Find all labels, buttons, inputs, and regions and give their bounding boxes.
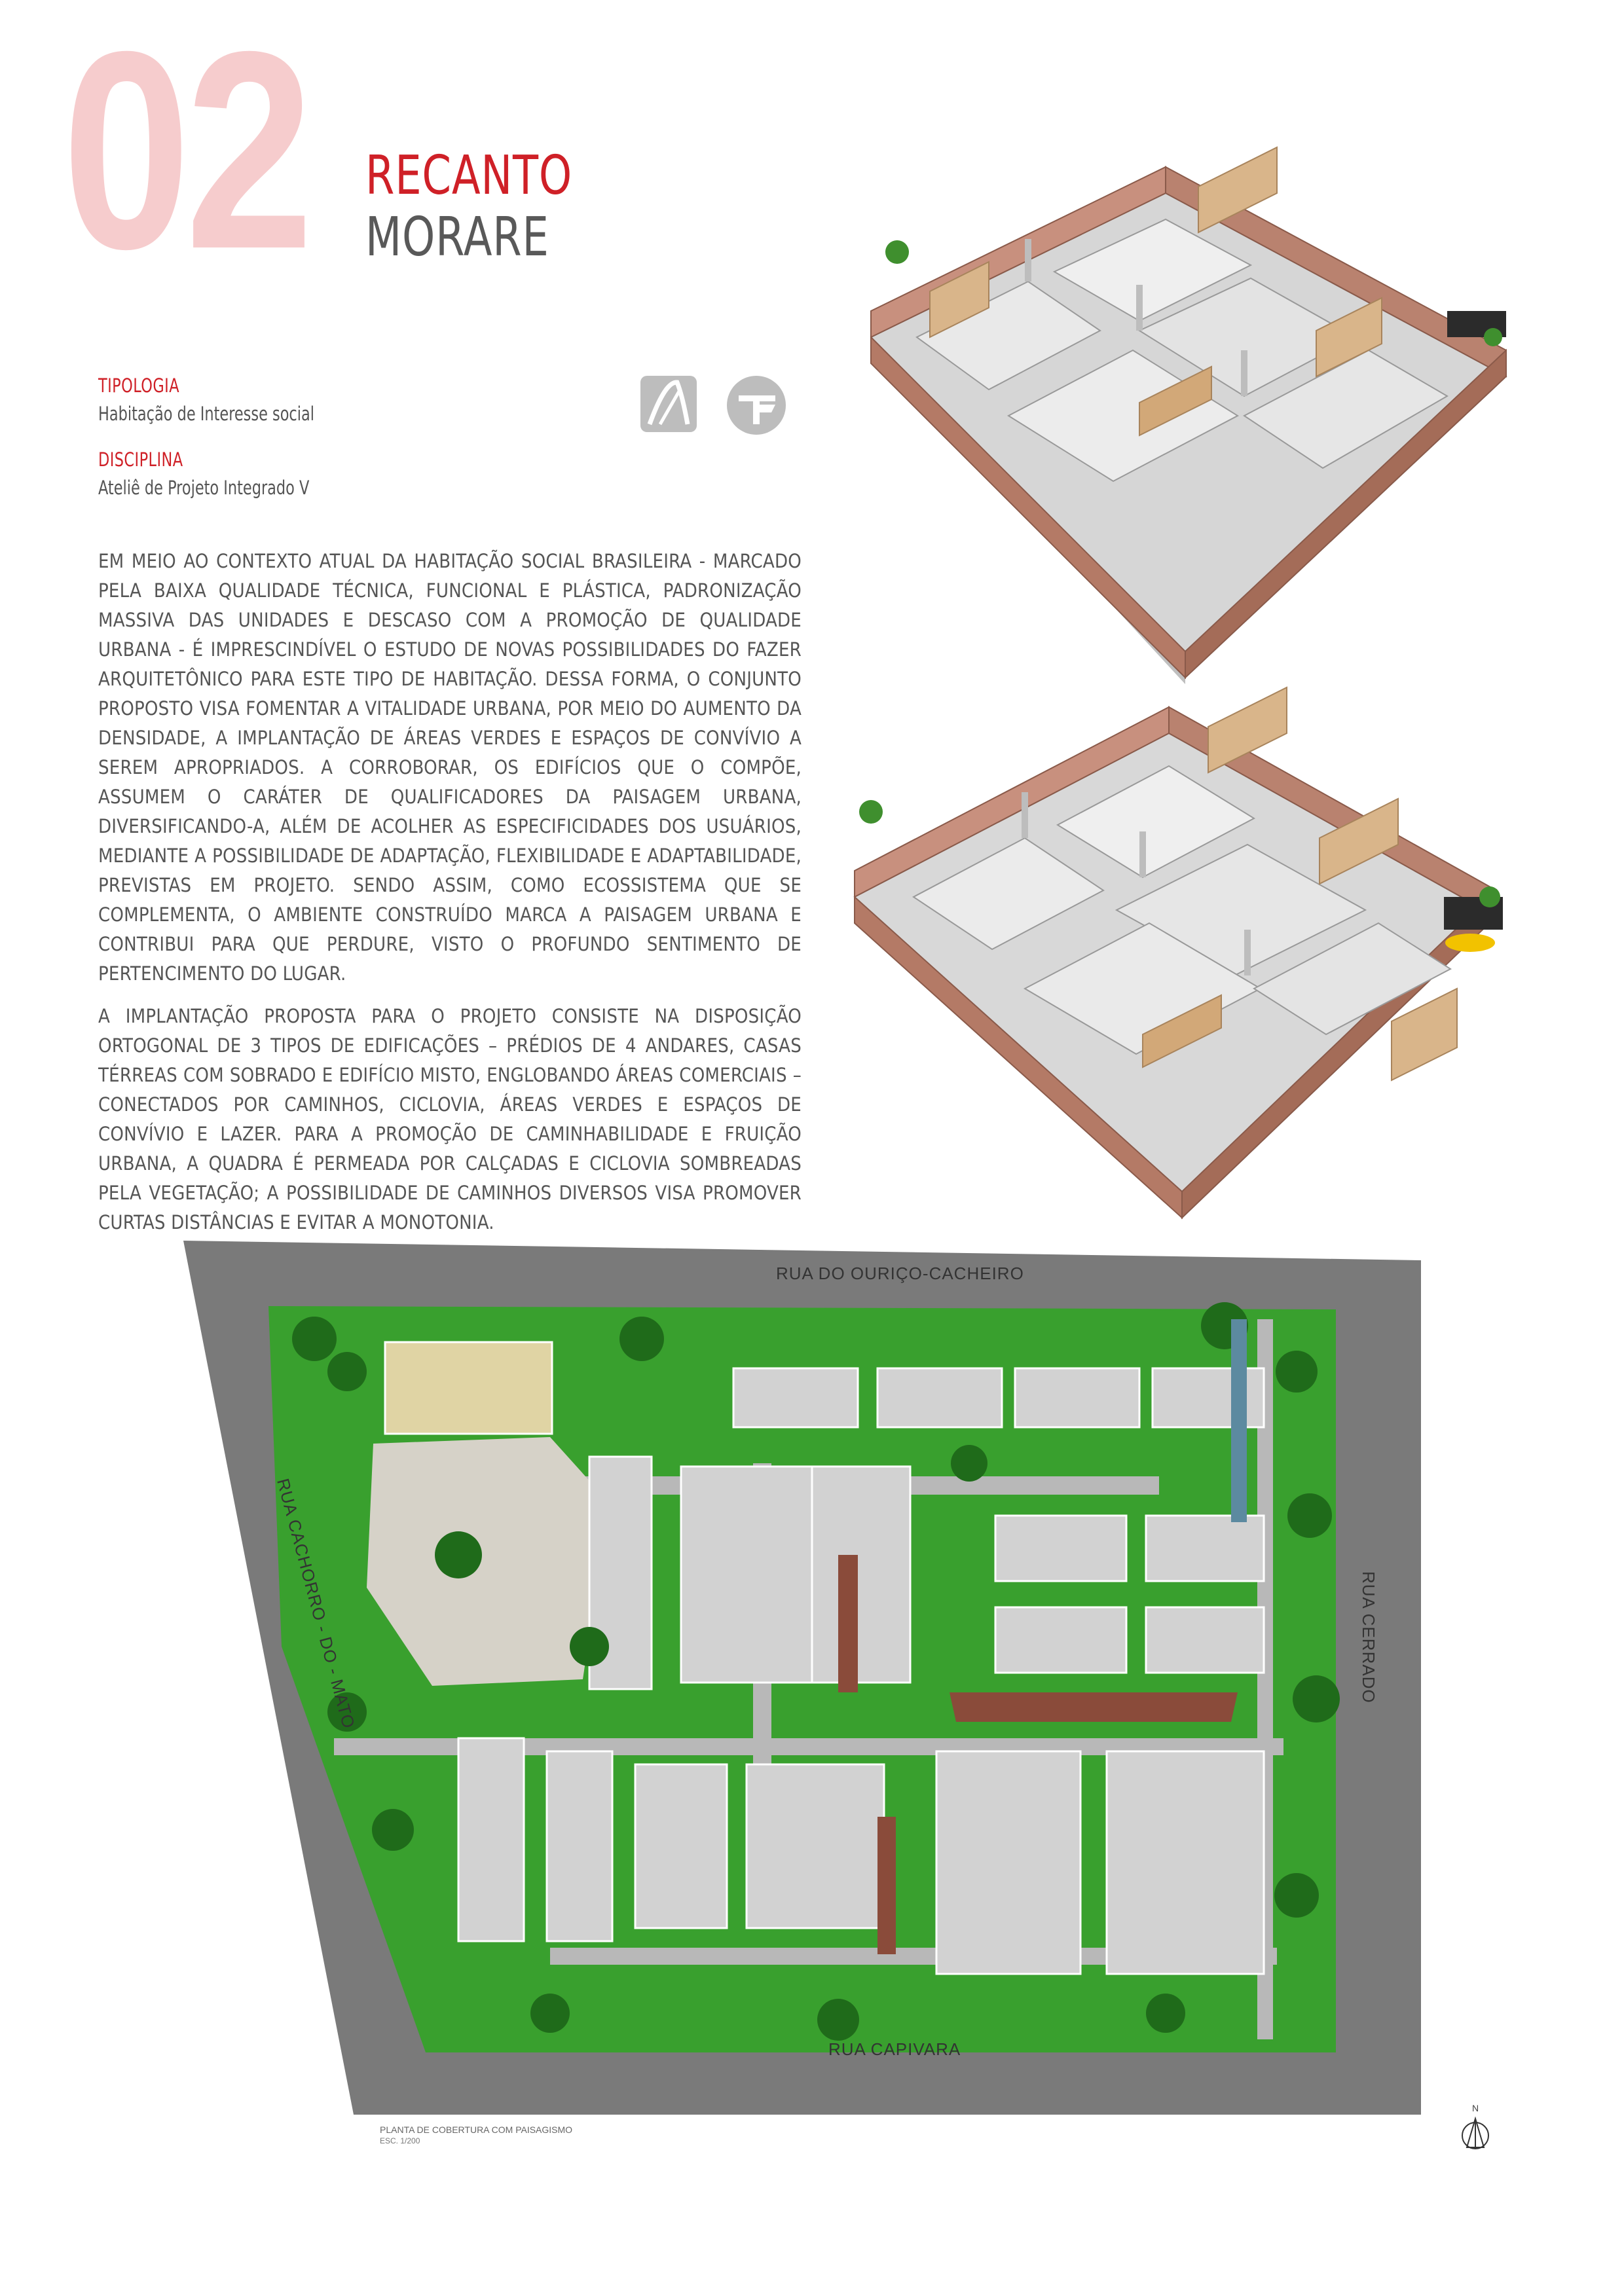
university-logo-icon bbox=[727, 376, 786, 435]
street-label-east: RUA CERRADO bbox=[1359, 1571, 1378, 1704]
isometric-apartment-plan-2 bbox=[841, 681, 1522, 1231]
tipologia-label: TIPOLOGIA bbox=[98, 374, 179, 397]
description-paragraph-1: EM MEIO AO CONTEXTO ATUAL DA HABITAÇÃO SOCIAL BRASILEIRA - MARCADO PELA BAIXA QUALIDADE TÉCNICA, FUNCIONAL E PLÁSTICA, PADRONIZAÇÃO MASSIVA DAS UNIDADES E DESCASO COM A PROMOÇÃO DE QUALIDADE URBANA - É IMPRESCINDÍVEL O ESTUDO DE NOVAS POSSIBILIDADES DO FAZER ARQUITETÔNICO PARA ESTE TIPO DE HABITAÇÃO. DESSA FORMA, O CONJUNTO PROPOSTO VISA FOMENTAR A VITALIDADE URBANA, POR MEIO DO AUMENTO DA DENSIDADE, A IMPLANTAÇÃO DE ÁREAS VERDES E ESPAÇOS DE CONVÍVIO A SEREM APROPRIADOS. A CORROBORAR, OS EDIFÍCIOS QUE O COMPÕE, ASSUMEM O CARÁTER DE QUALIFICADORES DA PAISAGEM URBANA, DIVERSIFICANDO-A, ALÉM DE ACOLHER AS ESPECIFICIDADES DOS USUÁRIOS, MEDIANTE A POSSIBILIDADE DE ADAPTAÇÃO, FLEXIBILIDADE E ADAPTABILIDADE, PREVISTAS EM PROJETO. SENDO ASSIM, COMO ECOSSISTEMA QUE SE COMPLEMENTA, O AMBIENTE CONSTRUÍDO MARCA A PAISAGEM URBANA E CONTRIBUI PARA QUE PERDURE, VISTO O PROFUNDO SENTIMENTO DE PERTENCIMENTO DO LUGAR. bbox=[98, 550, 802, 985]
project-title-line2: MORARE bbox=[365, 206, 549, 268]
site-plan-caption: PLANTA DE COBERTURA COM PAISAGISMO bbox=[380, 2124, 573, 2135]
isometric-apartment-plan-1 bbox=[858, 141, 1519, 684]
street-label-west: RUA CACHORRO - DO - MATO bbox=[273, 1476, 360, 1731]
site-plan bbox=[183, 1241, 1421, 2115]
north-label: N bbox=[1471, 2103, 1479, 2113]
disciplina-value: Ateliê de Projeto Integrado V bbox=[98, 477, 310, 499]
street-label-south: RUA CAPIVARA bbox=[828, 2039, 961, 2059]
description-paragraph-2: A IMPLANTAÇÃO PROPOSTA PARA O PROJETO CONSISTE NA DISPOSIÇÃO ORTOGONAL DE 3 TIPOS DE EDIFICAÇÕES – PRÉDIOS DE 4 ANDARES, CASAS TÉRREAS COM SOBRADO E EDIFÍCIO MISTO, ENGLOBANDO ÁREAS COMERCIAIS – CONECTADOS POR CAMINHOS, CICLOVIA, ÁREAS VERDES E ESPAÇOS DE CONVÍVIO E LAZER. PARA A PROMOÇÃO DE CAMINHABILIDADE E FRUIÇÃO URBANA, A QUADRA É PERMEADA POR CALÇADAS E CICLOVIA SOMBREADAS PELA VEGETAÇÃO; A POSSIBILIDADE DE CAMINHOS DIVERSOS VISA PROMOVER CURTAS DISTÂNCIAS E EVITAR A MONOTONIA. bbox=[98, 1005, 802, 1233]
tipologia-value: Habitação de Interesse social bbox=[98, 403, 314, 425]
project-title-line1: RECANTO bbox=[365, 145, 572, 207]
street-label-north: RUA DO OURIÇO-CACHEIRO bbox=[776, 1264, 1024, 1283]
site-plan-scale: ESC. 1/200 bbox=[380, 2136, 420, 2145]
architecture-logo-icon bbox=[640, 376, 697, 432]
north-arrow-icon bbox=[1460, 2103, 1490, 2155]
disciplina-label: DISCIPLINA bbox=[98, 448, 183, 471]
project-number: 02 bbox=[62, 0, 308, 308]
